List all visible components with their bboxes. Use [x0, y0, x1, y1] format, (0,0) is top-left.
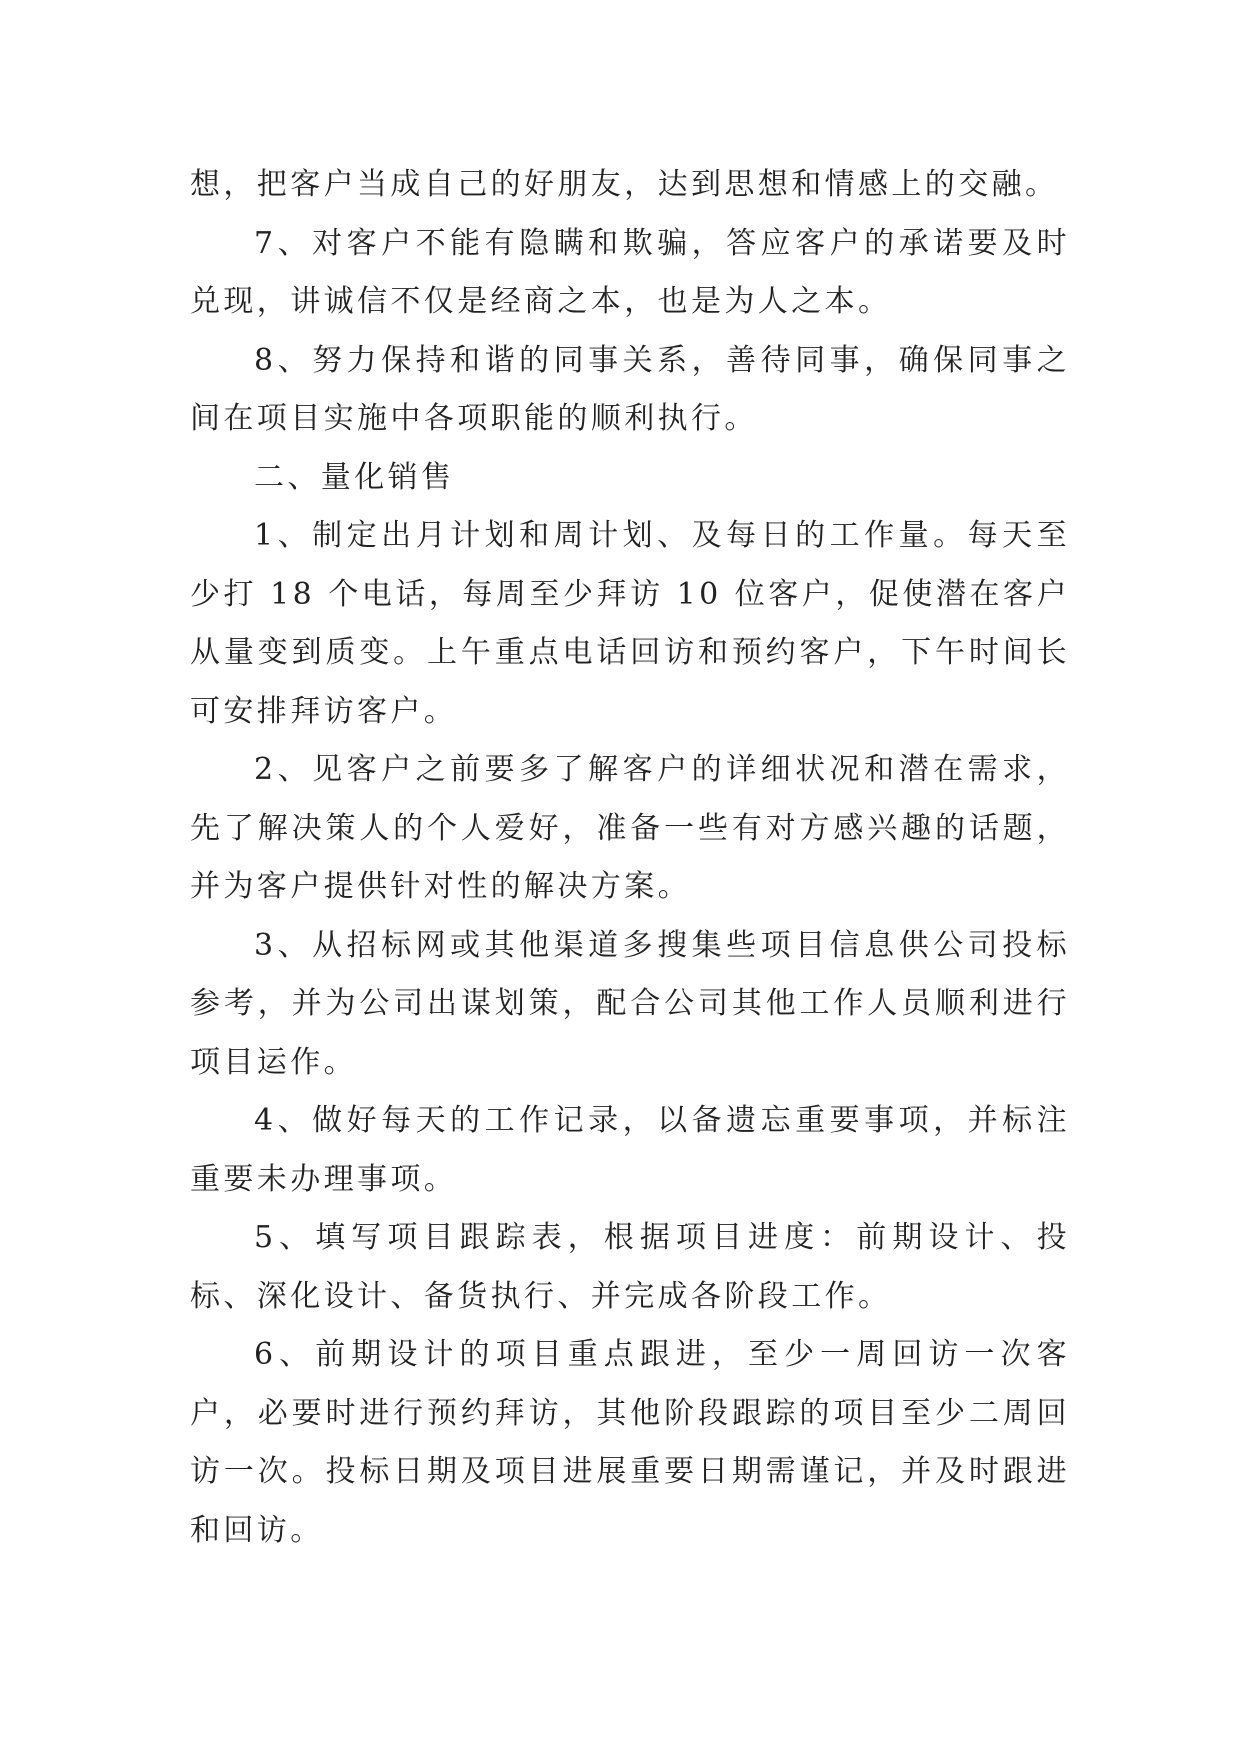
paragraph-item-8: 8、努力保持和谐的同事关系，善待同事，确保同事之间在项目实施中各项职能的顺利执行。 [190, 342, 1070, 436]
paragraph-continuation: 想，把客户当成自己的好朋友，达到思想和情感上的交融。 [190, 167, 1059, 202]
paragraph-sales-item-2: 2、见客户之前要多了解客户的详细状况和潜在需求，先了解决策人的个人爱好，准备一些有对方感兴趣的话题，并为客户提供针对性的解决方案。 [190, 752, 1070, 904]
body-text [190, 156, 1070, 1560]
section-heading-quantified-sales: 二、量化销售 [254, 459, 455, 495]
paragraph-sales-item-5: 5、填写项目跟踪表，根据项目进度：前期设计、投标、深化设计、备货执行、并完成各阶段工作。 [190, 1220, 1070, 1314]
paragraph-item-7: 7、对客户不能有隐瞒和欺骗，答应客户的承诺要及时兑现，讲诚信不仅是经商之本，也是为人之本。 [190, 225, 1070, 319]
paragraph-sales-item-1: 1、制定出月计划和周计划、及每日的工作量。每天至少打 18 个电话，每周至少拜访 10 位客户，促使潜在客户从量变到质变。上午重点电话回访和预约客户，下午时间长可安排拜访客户。 [190, 518, 1070, 729]
paragraph-sales-item-4: 4、做好每天的工作记录，以备遗忘重要事项，并标注重要未办理事项。 [190, 1103, 1070, 1197]
paragraph-sales-item-6: 6、前期设计的项目重点跟进，至少一周回访一次客户，必要时进行预约拜访，其他阶段跟踪的项目至少二周回访一次。投标日期及项目进展重要日期需谨记，并及时跟进和回访。 [190, 1337, 1070, 1548]
paragraph-sales-item-3: 3、从招标网或其他渠道多搜集些项目信息供公司投标参考，并为公司出谋划策，配合公司其他工作人员顺利进行项目运作。 [190, 927, 1070, 1080]
